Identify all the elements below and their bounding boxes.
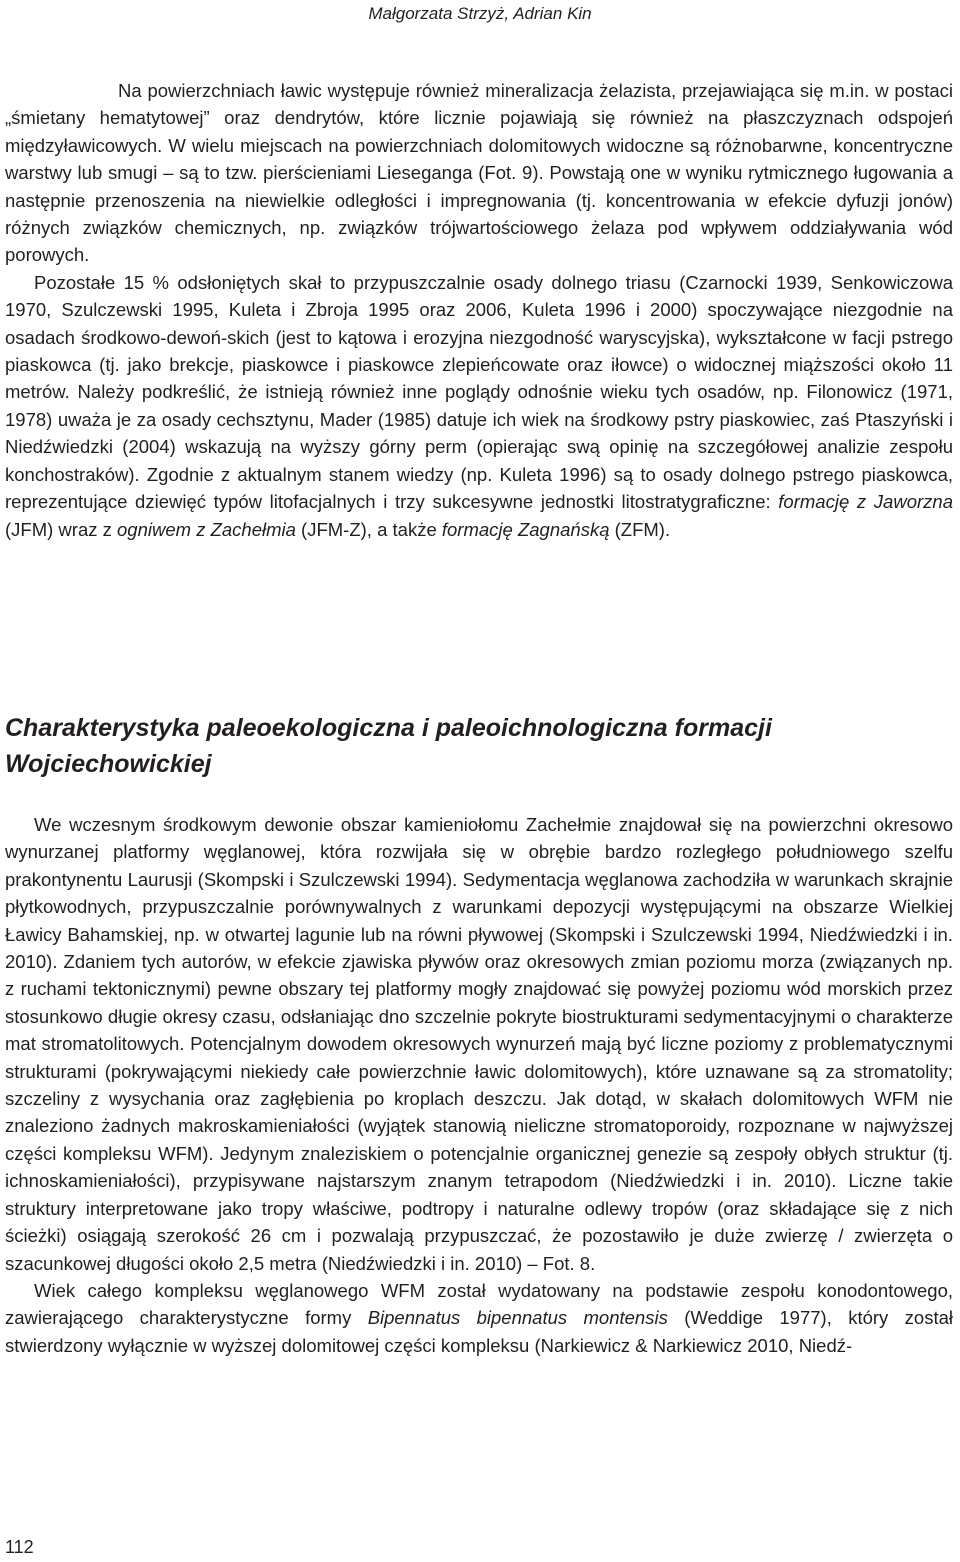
italic-term: formację Zagnańską: [441, 518, 610, 540]
section-heading: Charakterystyka paleoekologiczna i paleoichnologiczna formacji Wojciechowickiej: [5, 714, 772, 778]
body-text-section-2: [5, 811, 953, 1359]
running-head: Małgorzata Strzyż, Adrian Kin: [368, 4, 592, 23]
paragraph: We wczesnym środkowym dewonie obszar kamieniołomu Zachełmie znajdował się na powierzchni okresowo wynurzanej platformy węglanowej, która rozwijała się w obrębie bardzo rozległego południowego szelfu prakontynentu Laurusji (Skompski i Szulczewski 1994). Sedymentacja węglanowa zachodziła w warunkach skrajnie płytkowodnych, przypuszczalnie porównywalnych z warunkami depozycji występującymi na obszarze Wielkiej Ławicy Bahamskiej, np. w otwartej lagunie lub na równi pływowej (Skompski i Szulczewski 1994, Niedźwiedzki i in. 2010). Zdaniem tych autorów, w efekcie zjawiska pływów oraz okresowych zmian poziomu morza (związanych np. z ruchami tektonicznymi) pewne obszary tej platformy mogły znajdować się powyżej poziomu wód morskich przez stosunkowo długie okresy czasu, odsłaniając dno szczelnie pokryte biostrukturami sedymentacyjnymi o charakterze mat stromatolitowych. Potencjalnym dowodem okresowych wynurzeń mają być liczne poziomy z problematycznymi strukturami (pokrywającymi niekiedy całe powierzchnie ławic dolomitowych), które uznawane są za stromatolity; szczeliny z wysychania oraz zagłębienia po kroplach deszczu. Jak dotąd, w skałach dolomitowych WFM nie znaleziono żadnych makroskamieniałości (wyjątek stanowią nieliczne stromatoporoidy, rozpoznane w najwyższej części kompleksu WFM). Jedynym znaleziskiem o potencjalnie organicznej genezie są zespoły obłych struktur (tj. ichnoskamieniałości), przypisywane najstarszym znanym tetrapodom (Niedźwiedzki i in. 2010). Liczne takie struktury interpretowane jako tropy właściwe, podtropy i naturalne odlewy tropów (oraz składające się z nich ścieżki) osiągają szerokość 26 cm i pozwalają przypuszczać, że pozostawiło je duże zwierzę / zwierzęta o szacunkowej długości około 2,5 metra (Niedźwiedzki i in. 2010) – Fot. 8.: [5, 814, 953, 1274]
italic-term: ogniwem z Zachełmia: [117, 518, 296, 540]
paragraph: Pozostałe 15 % odsłoniętych skał to przypuszczalnie osady dolnego triasu (Czarnocki 1939, Senkowiczowa 1970, Szulczewski 1995, Kuleta i Zbroja 1995 oraz 2006, Kuleta 1996 i 2000) spoczywające niezgodnie na osadach środkowo-dewoń-skich (jest to kątowa i erozyjna niezgodność waryscyjska), wykształcone w facji pstrego piaskowca (tj. jako brekcje, piaskowce i piaskowce zlepieńcowate oraz iłowce) o widocznej miąższości około 11 metrów. Należy podkreślić, że istnieją również inne poglądy odnośnie wieku tych osadów, np. Filonowicz (1971, 1978) uważa je za osady cechsztynu, Mader (1985) datuje ich wiek na środkowy pstry piaskowiec, zaś Ptaszyński i Niedźwiedzki (2004) wskazują na wyższy górny perm (opierając swą opinię na szczegółowej analizie zespołu konchostraków). Zgodnie z aktualnym stanem wiedzy (np. Kuleta 1996) są to osady dolnego pstrego piaskowca, reprezentujące dziewięć typów litofacjalnych i trzy sukcesywne jednostki litostratygraficzne: formację z Jaworzna (JFM) wraz z ogniwem z Zachełmia (JFM-Z), a także formację Zagnańską (ZFM).: [5, 271, 953, 540]
italic-term: formację z Jaworzna: [778, 491, 953, 513]
page-number: 112: [5, 1537, 34, 1557]
paragraph: Na powierzchniach ławic występuje również mineralizacja żelazista, przejawiająca się m.in. w postaci „śmietany hematytowej” oraz dendrytów, które licznie pojawiają się również na płaszczyznach odspojeń międzyławicowych. W wielu miejscach na powierzchniach dolomitowych widoczne są różnobarwne, koncentryczne warstwy lub smugi – są to tzw. pierścieniami Lieseganga (Fot. 9). Powstają one w wyniku rytmicznego ługowania a następnie przenoszenia na niewielkie odległości i impregnowania (tj. koncentrowania w efekcie dyfuzji jonów) różnych związków chemicznych, np. związków trójwartościowego żelaza pod wpływem oddziaływania wód porowych.: [5, 80, 953, 266]
italic-term: Bipennatus bipennatus montensis: [367, 1307, 668, 1329]
body-text-section-1: [5, 77, 953, 543]
paragraph: Wiek całego kompleksu węglanowego WFM został wydatowany na podstawie zespołu konodontowego, zawierającego charakterystyczne formy Bipennatus bipennatus montensis (Weddige 1977), który został stwierdzony wyłącznie w wyższej dolomitowej części kompleksu (Narkiewicz & Narkiewicz 2010, Niedź-: [5, 1279, 953, 1356]
